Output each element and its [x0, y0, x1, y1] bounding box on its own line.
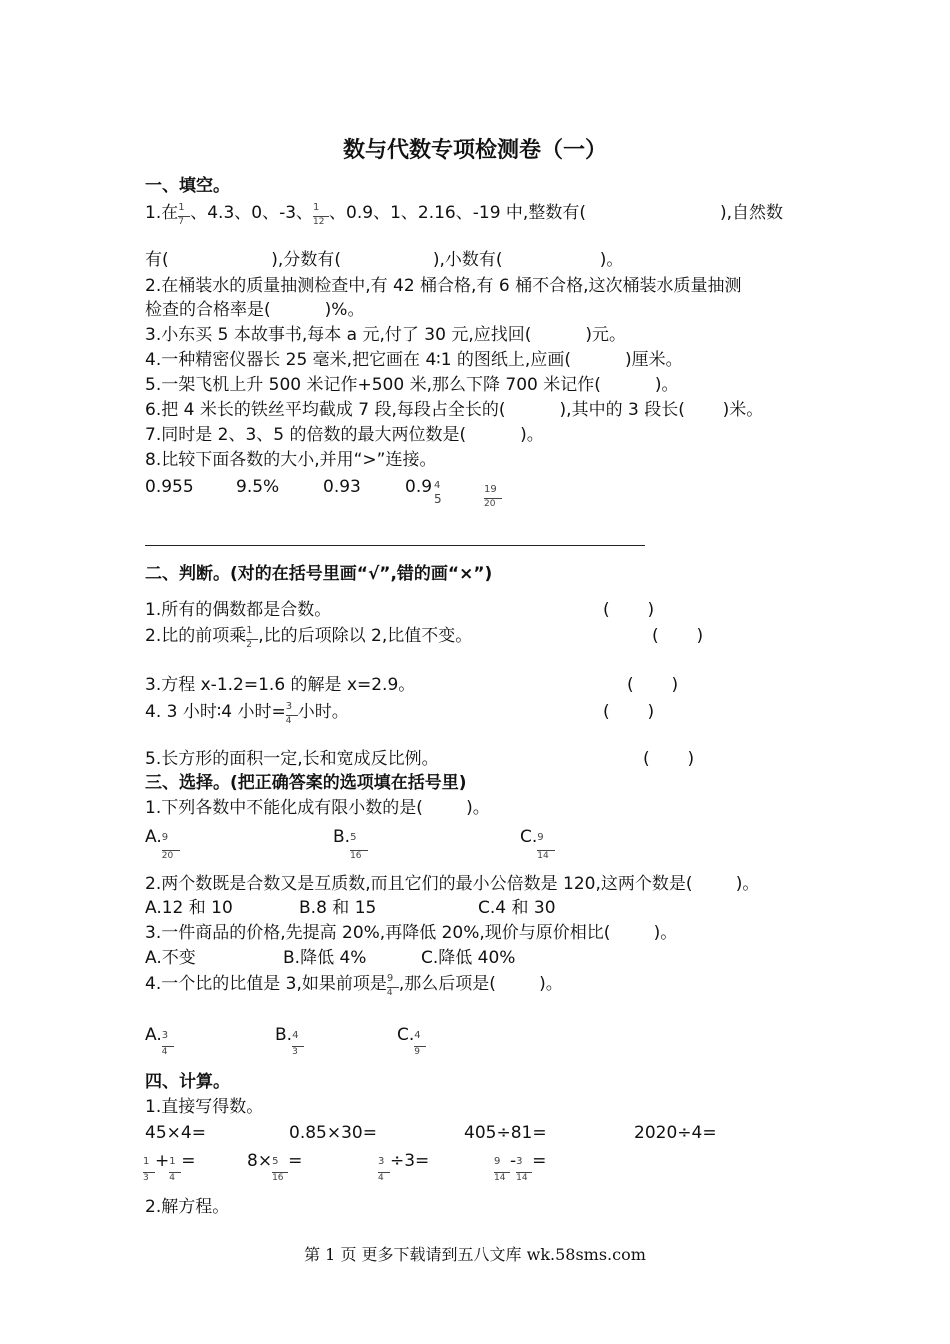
s1-q3: 3.小东买 5 本故事书,每本 a 元,付了 30 元,应找回( )元。: [145, 325, 627, 345]
s2-q4-paren: ( ): [603, 702, 655, 722]
s1-q1-line1: [145, 202, 586, 224]
s3-q1: 1.下列各数中不能化成有限小数的是( )。: [145, 798, 490, 818]
q8-fraction: [484, 484, 502, 506]
s3-q1-option-a: A. $\frac{9}{20}$: [145, 826, 180, 848]
s1-q1-text-b: 、4.3、0、-3、: [190, 203, 314, 223]
s3-q4-option-c: C. $\frac{4}{9}$: [397, 1024, 426, 1046]
s1-q5: 5.一架飞机上升 500 米记作+500 米,那么下降 700 米记作( )。: [145, 375, 679, 395]
q8-number-3: 0.93: [323, 477, 361, 497]
fraction: $\frac{5}{16}$: [272, 1150, 288, 1172]
s3-q3: 3.一件商品的价格,先提高 20%,再降低 20%,现价与原价相比( )。: [145, 923, 678, 943]
s3-q4-option-a: A. $\frac{3}{4}$: [145, 1024, 174, 1046]
s1-q1-text-d: ),自然数: [720, 203, 784, 223]
calc-7: $\frac{3}{4}$ ÷3=: [378, 1151, 430, 1181]
s3-q3-option-b: B.降低 4%: [283, 948, 367, 968]
q8-number-2: 9.5%: [236, 477, 280, 497]
s3-q4-option-b: B. $\frac{4}{3}$: [275, 1024, 304, 1046]
fraction: $\frac{4}{3}$: [292, 1024, 304, 1046]
section-3-header: 三、选择。(把正确答案的选项填在括号里): [145, 773, 467, 793]
fraction: $\frac{3}{4}$: [378, 1150, 390, 1172]
s3-q2-option-b: B.8 和 15: [299, 898, 377, 918]
fraction: $\frac{9}{14}$: [494, 1150, 510, 1172]
s1-q1-text-c: 、0.9、1、2.16、-19 中,整数有(: [329, 203, 586, 223]
s1-q8: 8.比较下面各数的大小,并用“>”连接。: [145, 450, 437, 470]
fraction: 4 5: [434, 480, 442, 506]
s2-q3-paren: ( ): [627, 675, 679, 695]
fraction: $\frac{1}{7}$: [178, 202, 190, 224]
fraction: $\frac{1}{4}$: [169, 1150, 181, 1172]
s1-q6: 6.把 4 米长的铁丝平均截成 7 段,每段占全长的( ),其中的 3 段长( )米。: [145, 400, 764, 420]
s1-q2-line1: 2.在桶装水的质量抽测检查中,有 42 桶合格,有 6 桶不合格,这次桶装水质量抽测: [145, 276, 742, 296]
s1-q2-line2: 检查的合格率是( )%。: [145, 300, 365, 320]
s2-q1-paren: ( ): [603, 600, 655, 620]
q8-number-1: 0.955: [145, 477, 194, 497]
s2-q2: 2.比的前项乘 $\frac{1}{2}$ ,比的后项除以 2,比值不变。: [145, 625, 473, 648]
s3-q1-option-c: C. $\frac{9}{14}$: [520, 826, 555, 848]
calc-1: 45×4=: [145, 1123, 206, 1143]
calc-5: $\frac{1}{3}$ + $\frac{1}{4}$ =: [143, 1151, 196, 1181]
section-1-header: 一、填空。: [145, 176, 230, 196]
calc-4: 2020÷4=: [634, 1123, 717, 1143]
fraction: $\frac{9}{20}$: [162, 826, 180, 848]
s3-q2-option-c: C.4 和 30: [478, 898, 556, 918]
s3-q3-option-a: A.不变: [145, 948, 196, 968]
fraction: $\frac{1}{12}$: [313, 202, 329, 224]
calc-8: $\frac{9}{14}$ - $\frac{3}{14}$ =: [494, 1151, 547, 1181]
s2-q1: 1.所有的偶数都是合数。: [145, 600, 332, 620]
s1-q1-line2: 有( ),分数有( ),小数有( )。: [145, 250, 624, 270]
calc-2: 0.85×30=: [289, 1123, 377, 1143]
q8-number-4: 0.9 4 5: [405, 476, 446, 498]
s3-q1-option-b: B. $\frac{5}{16}$: [333, 826, 368, 848]
s1-q4: 4.一种精密仪器长 25 毫米,把它画在 4∶1 的图纸上,应画( )厘米。: [145, 350, 683, 370]
fraction: $\frac{3}{4}$: [162, 1024, 174, 1046]
page-title: 数与代数专项检测卷（一）: [342, 137, 607, 163]
fraction: $\frac{3}{4}$: [286, 701, 298, 723]
fraction: $\frac{1}{3}$: [143, 1150, 155, 1172]
fraction: $\frac{5}{16}$: [350, 826, 368, 848]
s3-q4: 4.一个比的比值是 3,如果前项是 $\frac{9}{4}$ ,那么后项是( )。: [145, 973, 563, 996]
answer-line: [145, 545, 645, 546]
section-4-header: 四、计算。: [145, 1072, 230, 1092]
fraction: $\frac{9}{4}$: [387, 973, 399, 995]
s2-q5-paren: ( ): [643, 749, 695, 769]
s1-q1-text-a: 1.在: [145, 203, 179, 223]
s2-q3: 3.方程 x-1.2=1.6 的解是 x=2.9。: [145, 675, 416, 695]
s2-q2-paren: ( ): [652, 626, 704, 646]
s3-q2: 2.两个数既是合数又是互质数,而且它们的最小公倍数是 120,这两个数是( )。: [145, 874, 760, 894]
s3-q2-option-a: A.12 和 10: [145, 898, 233, 918]
fraction: $\frac{3}{14}$: [516, 1150, 532, 1172]
page-footer: 第 1 页 更多下载请到五八文库 wk.58sms.com: [304, 1245, 646, 1264]
s2-q4: 4. 3 小时∶4 小时= $\frac{3}{4}$ 小时。: [145, 701, 349, 724]
fraction: $\frac{9}{14}$: [537, 826, 555, 848]
s2-q5: 5.长方形的面积一定,长和宽成反比例。: [145, 749, 439, 769]
fraction: $\frac{1}{2}$: [246, 625, 258, 647]
fraction: $\frac{4}{9}$: [414, 1024, 426, 1046]
s4-q2: 2.解方程。: [145, 1197, 230, 1217]
s4-q1: 1.直接写得数。: [145, 1097, 264, 1117]
s1-q7: 7.同时是 2、3、5 的倍数的最大两位数是( )。: [145, 425, 544, 445]
fraction: $\frac{19}{20}$: [484, 484, 502, 506]
calc-6: 8× $\frac{5}{16}$ =: [247, 1151, 303, 1181]
section-2-header: 二、判断。(对的在括号里画“√”,错的画“×”): [145, 564, 493, 584]
s3-q3-option-c: C.降低 40%: [421, 948, 516, 968]
calc-3: 405÷81=: [464, 1123, 547, 1143]
